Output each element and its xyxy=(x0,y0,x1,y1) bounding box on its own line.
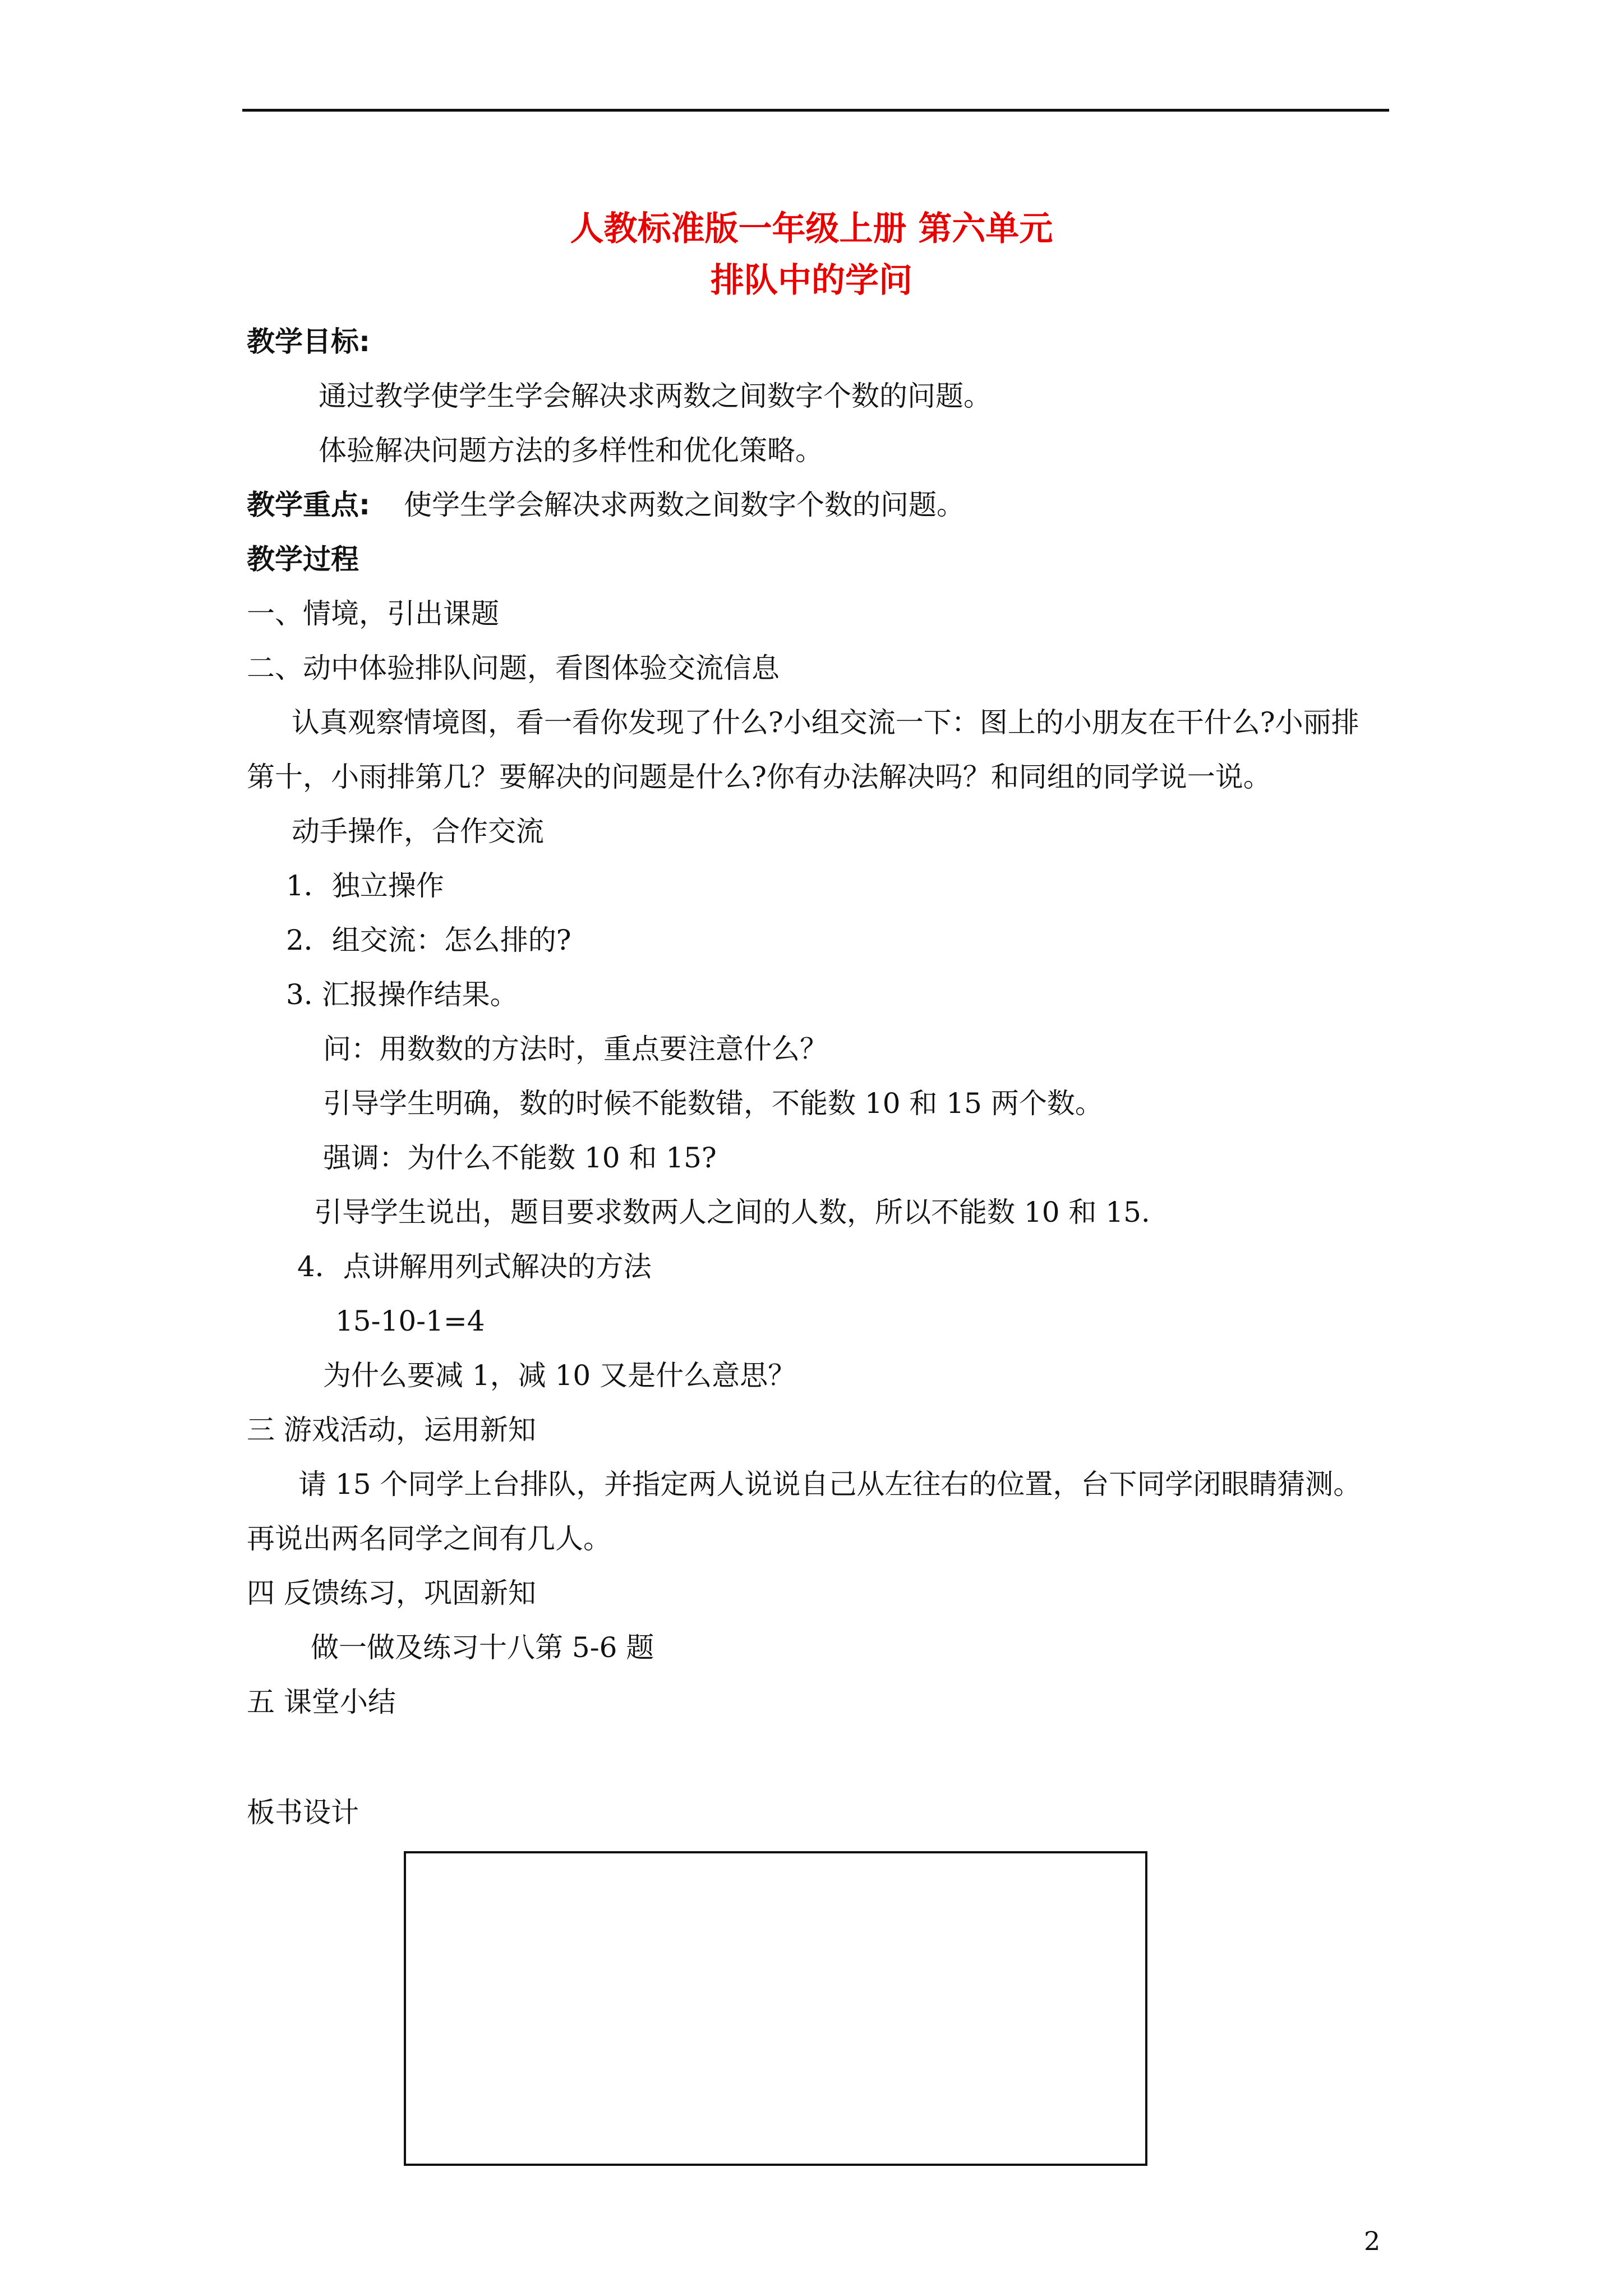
guide-line-2: 引导学生说出，题目要求数两人之间的人数，所以不能数 10 和 15. xyxy=(314,1196,1150,1228)
formula-line: 15-10-1=4 xyxy=(335,1305,485,1337)
observe-paragraph-line-1: 认真观察情境图，看一看你发现了什么?小组交流一下：图上的小朋友在干什么?小丽排 xyxy=(292,706,1359,739)
guide-line-1: 引导学生明确，数的时候不能数错，不能数 10 和 15 两个数。 xyxy=(323,1087,1103,1120)
step-3: 3. 汇报操作结果。 xyxy=(286,978,518,1011)
board-design-label: 板书设计 xyxy=(247,1796,359,1829)
game-paragraph-line-1: 请 15 个同学上台排队，并指定两人说说自己从左往右的位置，台下同学闭眼睛猜测。 xyxy=(298,1468,1362,1501)
key-point-text: 使学生学会解决求两数之间数字个数的问题。 xyxy=(404,489,965,521)
board-design-box xyxy=(404,1851,1147,2166)
section-4-heading: 四 反馈练习，巩固新知 xyxy=(247,1577,536,1609)
section-3-heading: 三 游戏活动，运用新知 xyxy=(247,1414,536,1446)
objectives-label: 教学目标: xyxy=(247,325,370,358)
section-2-heading: 二、动中体验排队问题，看图体验交流信息 xyxy=(247,652,780,684)
objective-item-2: 体验解决问题方法的多样性和优化策略。 xyxy=(319,434,823,467)
game-paragraph-line-2: 再说出两名同学之间有几人。 xyxy=(247,1522,611,1555)
step-4: 4．点讲解用列式解决的方法 xyxy=(297,1250,652,1283)
key-point-label: 教学重点: xyxy=(247,489,370,521)
practice-line: 做一做及练习十八第 5-6 题 xyxy=(311,1631,654,1664)
page-number: 2 xyxy=(1364,2226,1381,2256)
title-line-2: 排队中的学问 xyxy=(711,261,912,300)
objective-item-1: 通过教学使学生学会解决求两数之间数字个数的问题。 xyxy=(319,380,992,412)
title-line-1: 人教标准版一年级上册 第六单元 xyxy=(570,209,1053,249)
step-1: 1．独立操作 xyxy=(286,869,444,902)
hands-on-line: 动手操作，合作交流 xyxy=(292,815,544,848)
why-line: 为什么要减 1，减 10 又是什么意思？ xyxy=(323,1359,796,1392)
emphasize-line: 强调：为什么不能数 10 和 15? xyxy=(323,1142,717,1174)
step-2: 2．组交流：怎么排的? xyxy=(286,924,571,956)
header-rule xyxy=(242,109,1389,112)
process-label: 教学过程 xyxy=(247,543,359,576)
observe-paragraph-line-2: 第十，小雨排第几？要解决的问题是什么?你有办法解决吗？和同组的同学说一说。 xyxy=(247,761,1271,793)
section-5-heading: 五 课堂小结 xyxy=(247,1686,396,1718)
question-line: 问：用数数的方法时，重点要注意什么？ xyxy=(323,1033,828,1065)
section-1-heading: 一、情境，引出课题 xyxy=(247,597,499,630)
